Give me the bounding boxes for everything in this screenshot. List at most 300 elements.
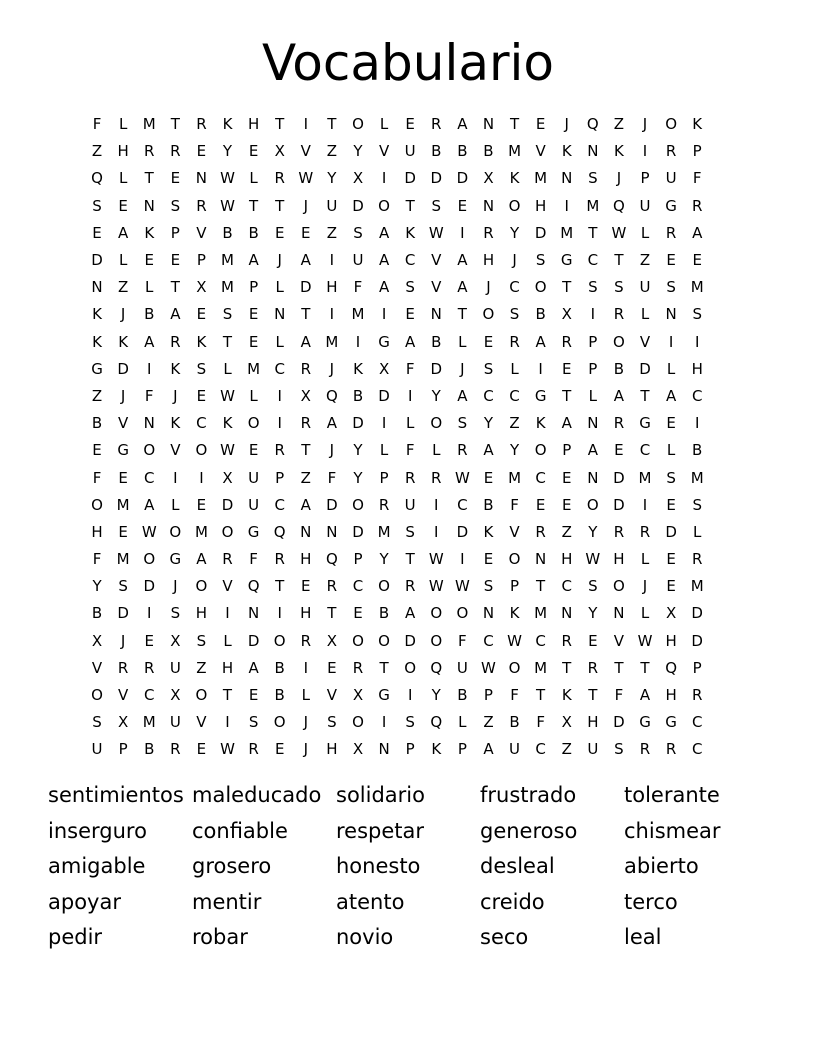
grid-letter: A [587,441,598,460]
grid-letter: S [327,713,337,732]
grid-letter: D [665,522,677,541]
word-bank-item: frustrado [480,783,577,807]
grid-letter: O [195,577,208,596]
grid-letter: I [277,414,282,433]
grid-letter: E [588,631,598,650]
word-bank-item: amigable [48,854,146,878]
grid-letter: O [247,414,260,433]
grid-letter: S [196,359,207,378]
grid-letter: N [561,604,573,623]
grid-row [84,736,710,763]
grid-letter: I [564,196,569,215]
grid-letter: A [405,332,416,351]
grid-letter: V [300,142,311,161]
grid-letter: J [303,713,309,732]
grid-letter: E [483,550,494,569]
grid-letter: E [92,441,102,460]
grid-letter: D [352,196,364,215]
grid-letter: U [248,468,260,487]
grid-letter: A [248,658,259,677]
grid-letter: X [665,604,677,623]
grid-letter: M [560,223,574,242]
grid-letter: A [378,223,390,242]
grid-letter: V [196,223,207,242]
grid-letter: J [277,251,282,270]
grid-letter: I [381,305,387,324]
grid-letter: H [326,740,338,759]
grid-letter: Z [300,468,311,487]
grid-letter: K [509,169,520,188]
grid-letter: L [379,441,389,460]
grid-letter: T [249,196,259,215]
grid-letter: T [379,658,389,677]
grid-letter: I [407,386,413,405]
grid-letter: U [326,196,338,215]
grid-row [84,329,710,356]
grid-letter: E [561,495,572,514]
grid-letter: P [196,251,206,270]
grid-letter: I [434,522,439,541]
word-bank-item: honesto [336,854,421,878]
grid-letter: Y [353,441,363,460]
grid-letter: K [196,332,207,351]
grid-letter: E [301,577,311,596]
grid-letter: N [613,604,625,623]
grid-letter: C [691,386,703,405]
word-bank-item: tolerante [624,783,720,807]
grid-letter: X [483,169,494,188]
grid-letter: R [326,577,338,596]
grid-letter: S [692,495,702,514]
grid-letter: H [221,658,234,677]
grid-letter: D [613,468,625,487]
grid-letter: A [326,414,338,433]
grid-letter: D [534,223,547,242]
grid-letter: T [588,223,598,242]
grid-letter: J [120,631,126,650]
grid-letter: V [196,713,207,732]
grid-letter: H [195,604,208,623]
grid-letter: A [483,740,494,759]
grid-letter: C [561,577,572,596]
grid-letter: V [326,686,338,705]
grid-letter: F [353,278,363,297]
grid-letter: X [222,468,233,487]
grid-letter: E [327,658,337,677]
grid-letter: R [665,142,677,161]
grid-letter: I [642,495,648,514]
grid-letter: W [637,631,653,650]
grid-letter: B [352,386,364,405]
grid-letter: I [590,305,596,324]
grid-letter: F [405,441,415,460]
grid-letter: Z [118,278,129,297]
grid-letter: G [534,386,547,405]
grid-letter: S [431,196,442,215]
grid-letter: R [613,414,625,433]
grid-letter: I [147,359,152,378]
grid-letter: O [613,577,625,596]
grid-letter: E [196,495,207,514]
grid-letter: K [118,332,129,351]
grid-letter: M [351,305,365,324]
grid-letter: T [327,115,337,134]
grid-letter: I [668,332,674,351]
grid-letter: L [458,332,467,351]
grid-letter: J [120,305,126,324]
grid-letter: A [457,278,468,297]
grid-letter: Y [588,604,598,623]
grid-letter: A [665,386,677,405]
grid-letter: S [588,169,598,188]
grid-letter: E [248,332,259,351]
grid-letter: S [457,414,468,433]
grid-letter: N [326,522,338,541]
grid-letter: L [379,115,389,134]
word-bank-item: generoso [480,818,578,843]
grid-letter: I [434,495,439,514]
grid-letter: L [640,305,650,324]
grid-letter: P [170,223,180,242]
grid-letter: A [457,386,468,405]
grid-letter: M [508,468,522,487]
word-bank-item: sentimientos [48,783,184,807]
grid-letter: E [144,631,154,650]
grid-letter: T [405,196,415,215]
grid-letter: R [404,577,416,596]
grid-row [84,301,710,328]
grid-letter: A [196,550,207,569]
grid-letter: X [352,740,364,759]
grid-letter: M [221,278,234,297]
grid-letter: X [561,305,572,324]
grid-letter: N [195,169,208,188]
grid-letter: D [456,522,469,541]
grid-letter: N [300,522,312,541]
grid-letter: E [483,468,494,487]
grid-letter: M [690,468,704,487]
grid-letter: E [405,115,415,134]
grid-letter: S [509,305,520,324]
grid-letter: K [170,414,181,433]
grid-letter: G [639,713,651,732]
word-bank [48,778,778,956]
grid-letter: R [274,169,285,188]
grid-letter: R [196,196,207,215]
grid-letter: R [222,550,233,569]
grid-letter: O [143,550,156,569]
grid-letter: Q [273,522,286,541]
grid-letter: G [560,251,573,270]
grid-letter: A [144,332,155,351]
grid-letter: H [665,686,677,705]
grid-letter: O [482,305,495,324]
grid-letter: B [144,740,155,759]
grid-letter: G [169,550,182,569]
grid-letter: Q [325,550,338,569]
grid-letter: U [456,658,468,677]
grid-letter: P [118,740,128,759]
grid-letter: S [588,278,598,297]
grid-letter: K [535,414,546,433]
grid-letter: M [534,658,548,677]
grid-letter: R [431,115,442,134]
grid-letter: C [509,386,520,405]
grid-letter: A [300,251,311,270]
grid-letter: L [118,115,128,134]
grid-letter: B [91,414,103,433]
grid-letter: A [118,223,129,242]
grid-letter: D [300,278,312,297]
grid-letter: D [352,522,364,541]
grid-letter: C [691,713,703,732]
grid-letter: L [145,278,154,297]
grid-letter: W [220,386,235,405]
grid-letter: Y [327,169,337,188]
grid-letter: B [535,305,546,324]
grid-letter: L [458,713,467,732]
grid-letter: J [329,359,335,378]
grid-letter: J [173,577,178,596]
grid-letter: D [404,631,416,650]
word-bank-item: confiable [192,818,288,843]
grid-letter: S [614,278,624,297]
grid-letter: B [431,142,442,161]
grid-letter: M [690,577,704,596]
grid-letter: G [665,713,677,732]
grid-letter: S [614,740,624,759]
grid-letter: Y [379,550,389,569]
grid-letter: Y [222,142,233,161]
grid-row [84,111,710,138]
grid-letter: L [301,686,310,705]
grid-letter: R [561,631,572,650]
grid-letter: D [326,495,338,514]
grid-letter: R [170,740,181,759]
grid-letter: E [666,577,676,596]
grid-letter: O [534,278,547,297]
word-bank-item: solidario [336,783,425,807]
grid-letter: J [303,196,309,215]
grid-letter: C [483,631,494,650]
grid-letter: E [196,305,207,324]
grid-letter: P [692,658,702,677]
grid-letter: Q [247,577,260,596]
grid-letter: O [378,631,390,650]
grid-letter: J [564,115,569,134]
grid-letter: O [221,522,234,541]
grid-letter: R [691,196,703,215]
grid-letter: D [691,604,703,623]
grid-letter: F [458,631,467,650]
grid-letter: N [143,414,155,433]
grid-letter: A [457,251,468,270]
grid-row [84,138,710,165]
grid-letter: R [378,495,390,514]
grid-letter: N [430,305,442,324]
grid-letter: R [509,332,520,351]
grid-letter: S [666,278,676,297]
grid-letter: P [692,142,702,161]
grid-letter: K [222,115,233,134]
grid-letter: P [640,169,650,188]
grid-letter: I [303,115,309,134]
grid-letter: O [378,577,390,596]
grid-letter: Z [509,414,520,433]
grid-letter: P [483,686,493,705]
grid-letter: S [692,305,702,324]
grid-letter: T [536,686,546,705]
grid-letter: F [405,359,415,378]
grid-letter: R [431,468,442,487]
grid-letter: C [587,251,599,270]
grid-letter: Y [353,142,363,161]
grid-letter: D [378,386,390,405]
grid-letter: L [640,604,650,623]
grid-letter: T [562,278,572,297]
grid-row [84,655,710,682]
grid-letter: A [170,305,181,324]
grid-letter: A [639,686,651,705]
grid-letter: N [535,550,547,569]
grid-letter: D [430,169,443,188]
word-bank-item: abierto [624,854,699,878]
grid-row [84,274,710,301]
grid-letter: S [666,468,676,487]
grid-letter: B [431,332,442,351]
grid-letter: I [225,604,230,623]
grid-letter: K [405,223,416,242]
grid-letter: H [691,359,703,378]
grid-letter: H [300,550,312,569]
grid-letter: L [666,441,676,460]
grid-letter: A [613,386,625,405]
grid-letter: C [143,686,155,705]
grid-letter: I [407,686,413,705]
grid-letter: E [170,169,181,188]
grid-row [84,410,710,437]
grid-letter: G [91,359,103,378]
grid-letter: N [482,196,495,215]
grid-letter: F [510,686,519,705]
grid-letter: D [117,604,129,623]
grid-letter: O [352,495,364,514]
grid-letter: N [482,115,495,134]
grid-letter: B [248,223,259,242]
grid-letter: F [249,550,258,569]
grid-letter: L [223,631,232,650]
grid-letter: V [639,332,651,351]
grid-letter: T [614,658,624,677]
grid-letter: W [220,169,235,188]
grid-letter: L [640,223,650,242]
grid-letter: U [404,142,416,161]
grid-letter: D [117,359,129,378]
grid-row [84,247,710,274]
grid-letter: H [326,278,338,297]
grid-letter: H [587,713,599,732]
grid-letter: O [352,115,364,134]
grid-letter: I [694,414,700,433]
grid-letter: C [143,468,155,487]
grid-letter: W [585,550,601,569]
grid-row [84,492,710,519]
grid-letter: Q [586,115,599,134]
grid-letter: E [405,305,415,324]
grid-letter: I [642,142,648,161]
grid-letter: Z [196,658,207,677]
grid-letter: O [430,631,443,650]
grid-letter: S [170,196,181,215]
grid-letter: T [536,577,546,596]
grid-letter: L [118,169,128,188]
grid-letter: R [561,332,572,351]
grid-letter: S [405,522,415,541]
grid-row [84,383,710,410]
grid-letter: U [587,740,599,759]
grid-letter: X [170,686,181,705]
grid-letter: B [91,604,103,623]
grid-letter: A [405,604,416,623]
grid-letter: C [535,740,546,759]
grid-letter: G [247,522,260,541]
grid-letter: K [614,142,624,161]
grid-letter: E [666,495,676,514]
grid-letter: K [431,740,442,759]
grid-letter: R [404,468,416,487]
grid-letter: D [91,251,103,270]
grid-letter: I [303,658,309,677]
grid-letter: X [561,713,572,732]
grid-letter: V [91,658,103,677]
grid-letter: Y [431,386,441,405]
grid-letter: R [144,142,155,161]
grid-letter: Y [588,522,598,541]
grid-letter: U [91,740,103,759]
grid-letter: E [666,414,676,433]
grid-letter: I [199,468,204,487]
page-title: Vocabulario [261,34,555,92]
grid-letter: N [378,740,390,759]
grid-letter: O [273,631,286,650]
grid-letter: J [512,251,517,270]
grid-letter: M [142,713,156,732]
word-bank-item: creido [480,889,545,914]
grid-letter: J [642,577,648,596]
grid-letter: R [300,359,312,378]
grid-letter: F [692,169,702,188]
grid-letter: Y [92,577,102,596]
grid-letter: E [248,441,259,460]
grid-letter: W [428,577,444,596]
grid-letter: I [147,604,152,623]
grid-letter: O [378,196,390,215]
grid-letter: E [457,196,468,215]
grid-letter: E [535,495,546,514]
grid-letter: X [300,386,311,405]
grid-letter: N [665,305,677,324]
grid-letter: V [118,686,129,705]
grid-letter: V [222,577,233,596]
grid-letter: M [534,169,548,188]
grid-letter: U [639,278,651,297]
word-bank-item: atento [336,889,405,914]
grid-row [84,600,710,627]
grid-row [84,628,710,655]
grid-letter: V [509,522,520,541]
grid-letter: A [561,414,572,433]
grid-letter: E [170,251,181,270]
